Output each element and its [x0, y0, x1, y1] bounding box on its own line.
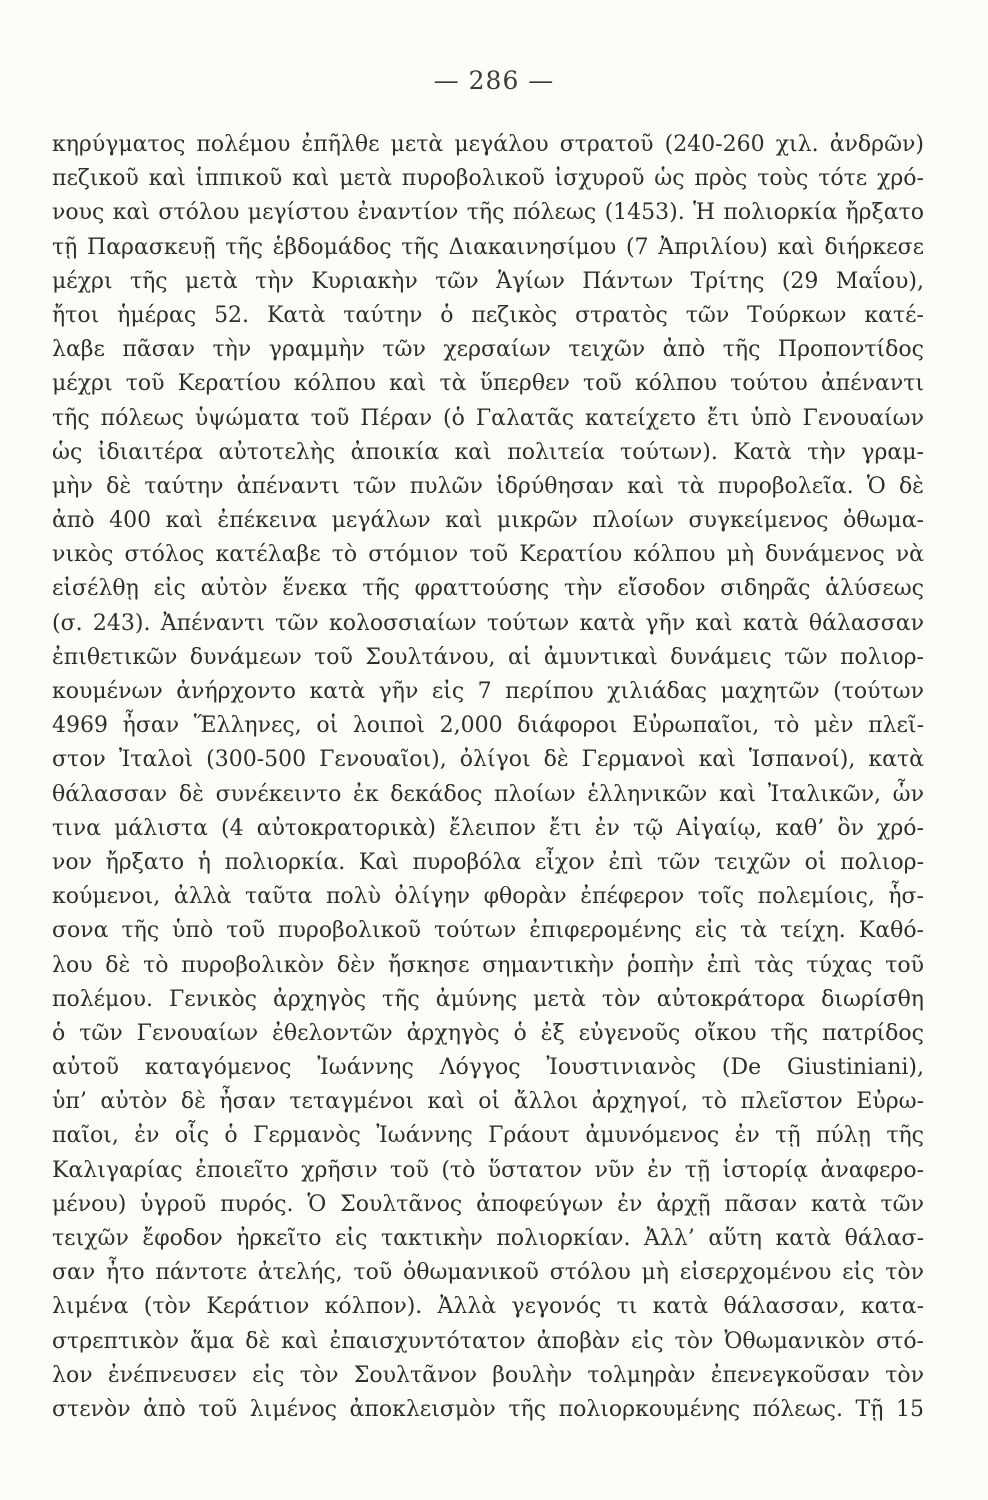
text-line: λαβε πᾶσαν τὴν γραμμὴν τῶν χερσαίων τειχῶν ἀπὸ τῆς Προποντίδος	[52, 337, 924, 363]
text-line: σονα τῆς ὑπὸ τοῦ πυροβολικοῦ τούτων ἐπιφερομένης εἰς τὰ τείχη. Καθό-	[52, 918, 924, 944]
text-line: ὡς ἰδιαιτέρα αὐτοτελὴς ἀποικία καὶ πολιτεία τούτων). Κατὰ τὴν γραμ-	[52, 439, 924, 465]
text-line: ὁ τῶν Γενουαίων ἐθελοντῶν ἀρχηγὸς ὁ ἐξ εὐγενοῦς οἴκου τῆς πατρίδος	[52, 1020, 924, 1046]
text-line: θάλασσαν δὲ συνέκειντο ἐκ δεκάδος πλοίων ἑλληνικῶν καὶ Ἰταλικῶν, ὧν	[52, 781, 924, 807]
text-line: λου δὲ τὸ πυροβολικὸν δὲν ἤσκησε σημαντικὴν ῥοπὴν ἐπὶ τὰς τύχας τοῦ	[52, 952, 924, 978]
text-line: λιμένα (τὸν Κεράτιον κόλπον). Ἀλλὰ γεγονός τι κατὰ θάλασσαν, κατα-	[52, 1294, 924, 1320]
text-line: ἤτοι ἡμέρας 52. Κατὰ ταύτην ὁ πεζικὸς στρατὸς τῶν Τούρκων κατέ-	[52, 302, 924, 328]
text-line: σαν ἦτο πάντοτε ἀτελής, τοῦ ὀθωμανικοῦ στόλου μὴ εἰσερχομένου εἰς τὸν	[52, 1260, 924, 1286]
text-line: στενὸν ἀπὸ τοῦ λιμένος ἀποκλεισμὸν τῆς πολιορκουμένης πόλεως. Τῇ 15	[52, 1396, 924, 1422]
text-line: κουμένων ἀνήρχοντο κατὰ γῆν εἰς 7 περίπου χιλιάδας μαχητῶν (τούτων	[52, 679, 924, 704]
text-line: μένου) ὑγροῦ πυρός. Ὁ Σουλτᾶνος ἀποφεύγων ἐν ἀρχῇ πᾶσαν κατὰ τῶν	[52, 1191, 924, 1217]
text-line: τῇ Παρασκευῇ τῆς ἑβδομάδος τῆς Διακαινησίμου (7 Ἀπριλίου) καὶ διήρκεσε	[52, 234, 924, 260]
text-line: αὐτοῦ καταγόμενος Ἰωάννης Λόγγος Ἰουστινιανὸς (De Giustiniani),	[52, 1055, 924, 1081]
text-line: ἀπὸ 400 καὶ ἐπέκεινα μεγάλων καὶ μικρῶν πλοίων συγκείμενος ὀθωμα-	[52, 508, 924, 534]
text-line: ἐπιθετικῶν δυνάμεων τοῦ Σουλτάνου, αἱ ἀμυντικαὶ δυνάμεις τῶν πολιορ-	[52, 644, 924, 670]
text-line: εἰσέλθῃ εἰς αὐτὸν ἕνεκα τῆς φραττούσης τὴν εἴσοδον σιδηρᾶς ἁλύσεως	[52, 576, 924, 602]
text-line: παῖοι, ἐν οἷς ὁ Γερμανὸς Ἰωάννης Γράουτ ἀμυνόμενος ἐν τῇ πύλῃ τῆς	[52, 1123, 924, 1149]
text-line: στον Ἰταλοὶ (300-500 Γενουαῖοι), ὀλίγοι δὲ Γερμανοὶ καὶ Ἱσπανοί), κατὰ	[52, 747, 924, 773]
page-number: — 286 —	[433, 66, 555, 95]
text-line: τινα μάλιστα (4 αὐτοκρατορικὰ) ἔλειπον ἔτι ἐν τῷ Αἰγαίῳ, καθ’ ὃν χρό-	[52, 815, 924, 841]
text-line: τειχῶν ἔφοδον ἠρκεῖτο εἰς τακτικὴν πολιορκίαν. Ἀλλ’ αὕτη κατὰ θάλασ-	[52, 1226, 924, 1251]
text-line: κούμενοι, ἀλλὰ ταῦτα πολὺ ὀλίγην φθορὰν ἐπέφερον τοῖς πολεμίοις, ἧσ-	[52, 884, 924, 910]
text-line: νους καὶ στόλου μεγίστου ἐναντίον τῆς πόλεως (1453). Ἡ πολιορκία ἤρξατο	[52, 200, 924, 226]
text-line: κηρύγματος πολέμου ἐπῆλθε μετὰ μεγάλου στρατοῦ (240-260 χιλ. ἀνδρῶν)	[52, 132, 924, 157]
text-line: πεζικοῦ καὶ ἱππικοῦ καὶ μετὰ πυροβολικοῦ ἰσχυροῦ ὡς πρὸς τοὺς τότε χρό-	[52, 166, 924, 192]
text-line: νικὸς στόλος κατέλαβε τὸ στόμιον τοῦ Κερατίου κόλπου μὴ δυνάμενος νὰ	[52, 542, 924, 568]
text-line: (σ. 243). Ἀπέναντι τῶν κολοσσιαίων τούτων κατὰ γῆν καὶ κατὰ θάλασσαν	[52, 610, 924, 636]
text-line: Καλιγαρίας ἐποιεῖτο χρῆσιν τοῦ (τὸ ὕστατον νῦν ἐν τῇ ἱστορίᾳ ἀναφερο-	[52, 1157, 924, 1183]
text-line: μὴν δὲ ταύτην ἀπέναντι τῶν πυλῶν ἱδρύθησαν καὶ τὰ πυροβολεῖα. Ὁ δὲ	[52, 473, 924, 499]
text-line: πολέμου. Γενικὸς ἀρχηγὸς τῆς ἀμύνης μετὰ τὸν αὐτοκράτορα διωρίσθη	[52, 986, 924, 1012]
text-line: στρεπτικὸν ἅμα δὲ καὶ ἐπαισχυντότατον ἀποβὰν εἰς τὸν Ὀθωμανικὸν στό-	[52, 1328, 924, 1354]
text-line: τῆς πόλεως ὑψώματα τοῦ Πέραν (ὁ Γαλατᾶς κατείχετο ἔτι ὑπὸ Γενουαίων	[52, 405, 924, 431]
text-line: λον ἐνέπνευσεν εἰς τὸν Σουλτᾶνον βουλὴν τολμηρὰν ἐπενεγκοῦσαν τὸν	[52, 1362, 924, 1388]
text-line: μέχρι τοῦ Κερατίου κόλπου καὶ τὰ ὕπερθεν τοῦ κόλπου τούτου ἀπέναντι	[52, 371, 924, 397]
text-line: 4969 ἦσαν Ἕλληνες, οἱ λοιποὶ 2,000 διάφοροι Εὐρωπαῖοι, τὸ μὲν πλεῖ-	[52, 713, 924, 739]
text-line: μέχρι τῆς μετὰ τὴν Κυριακὴν τῶν Ἁγίων Πάντων Τρίτης (29 Μαΐου),	[52, 268, 924, 294]
text-line: νον ἤρξατο ἡ πολιορκία. Καὶ πυροβόλα εἶχον ἐπὶ τῶν τειχῶν οἱ πολιορ-	[52, 849, 924, 875]
body-text	[52, 128, 924, 1427]
text-line: ὑπ’ αὐτὸν δὲ ἦσαν τεταγμένοι καὶ οἱ ἄλλοι ἀρχηγοί, τὸ πλεῖστον Εὐρω-	[52, 1089, 924, 1115]
